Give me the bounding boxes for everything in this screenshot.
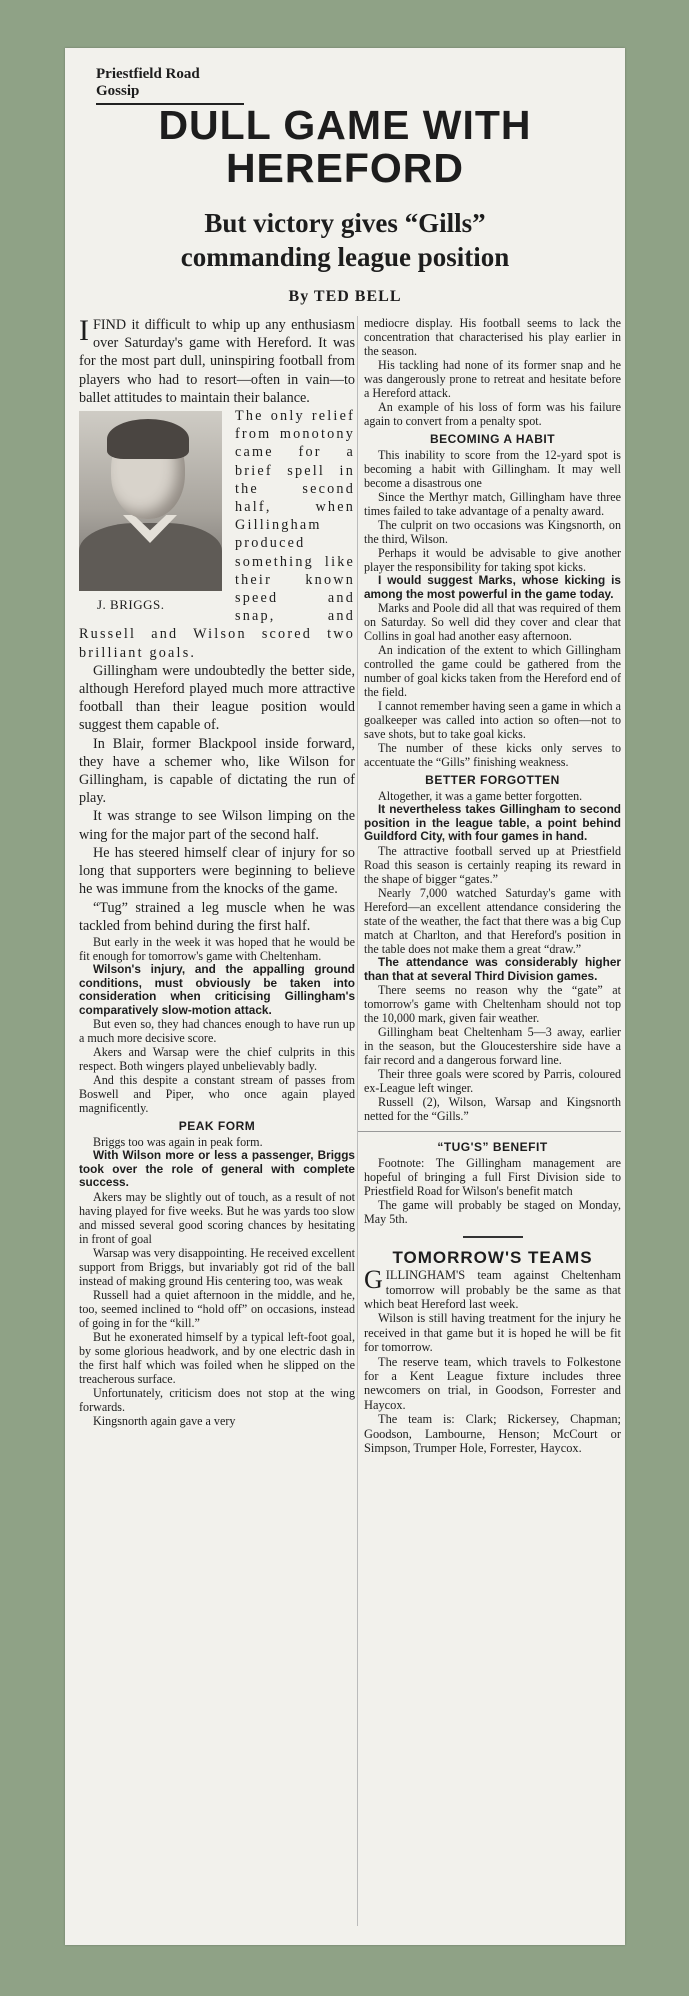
paragraph: The game will probably be staged on Monday, May 5th. [364, 1198, 621, 1227]
paragraph: But early in the week it was hoped that he would be fit enough for tomorrow's game with Cheltenham. [79, 934, 355, 963]
left-column [79, 316, 355, 1926]
paragraph: And this despite a constant stream of passes from Boswell and Piper, who once again played magnificently. [79, 1073, 355, 1116]
teams-text: ILLINGHAM'S team against Cheltenham tomorrow will probably be the same as that which beat Hereford last week. [364, 1268, 621, 1311]
bold-paragraph: I would suggest Marks, whose kicking is among the most powerful in the game today. [364, 573, 621, 601]
player-photo [79, 411, 222, 591]
paragraph: Since the Merthyr match, Gillingham have three times failed to take advantage of a penalty award. [364, 490, 621, 518]
paragraph: Gillingham beat Cheltenham 5—3 away, earlier in the season, but the Gloucestershire side have a fair record and a dangerous forward line. [364, 1025, 621, 1068]
teams-heading: TOMORROW'S TEAMS [392, 1248, 593, 1268]
paragraph: But he exonerated himself by a typical left-foot goal, by some glorious headwork, and by one electric dash in the first half which was foiled when he slipped on the treacherous surface. [79, 1330, 355, 1387]
subheading-better-forgotten: BETTER FORGOTTEN [425, 773, 560, 788]
paragraph: The team is: Clark; Rickersey, Chapman; Goodson, Lambourne, Henson; McCourt or Simpson, Trumper Hole, Forrester, Haycox. [364, 1412, 621, 1456]
paragraph: An indication of the extent to which Gillingham controlled the game could be gathered from the number of goal kicks taken from the Hereford end of the field. [364, 643, 621, 700]
paragraph: Unfortunately, criticism does not stop at the wing forwards. [79, 1386, 355, 1415]
paragraph: Akers and Warsap were the chief culprits in this respect. Both wingers played unbelievably badly. [79, 1045, 355, 1074]
paragraph: Warsap was very disappointing. He received excellent support from Briggs, but invariably got rid of the ball instead of making ground His centering too, was weak [79, 1246, 355, 1289]
intro-paragraph [79, 316, 355, 407]
drop-cap: G [364, 1265, 383, 1295]
column-kicker: Priestfield Road Gossip [96, 66, 244, 105]
paragraph: Their three goals were scored by Parris, coloured ex-League left winger. [364, 1067, 621, 1096]
photo-caption: J. BRIGGS. [97, 597, 165, 613]
paragraph: Briggs too was again in peak form. [93, 1135, 263, 1150]
paragraph: But even so, they had chances enough to have run up a much more decisive score. [79, 1017, 355, 1046]
subheading-becoming-a-habit: BECOMING A HABIT [429, 432, 556, 446]
paragraph: In Blair, former Blackpool inside forward, they have a schemer who, like Wilson for Gillingham, is capable of dictating the run of play. [79, 735, 355, 807]
paragraph: There seems no reason why the “gate” at tomorrow's game with Cheltenham should not top the 10,000 mark, given fair weather. [364, 983, 621, 1026]
paragraph: Perhaps it would be advisable to give another player the responsibility for taking spot kicks. [364, 546, 621, 574]
bold-paragraph: It nevertheless takes Gillingham to second position in the league table, a point behind Guildford City, with four games in hand. [364, 802, 621, 844]
intro-text: FIND it difficult to whip up any enthusiasm over Saturday's game with Hereford. It was for the most part dull, uninspiring football from players who had to resort—often in vain—to ballet attitudes to maintain their balance. [79, 317, 355, 406]
paragraph: Wilson is still having treatment for the injury he received in that game but it is hoped he will be fit for tomorrow. [364, 1311, 621, 1355]
bold-paragraph: Wilson's injury, and the appalling ground conditions, must obviously be taken into consideration when criticising Gillingham's comparatively slow-motion attack. [79, 961, 355, 1017]
paragraph: mediocre display. His football seems to lack the concentration that characterised his play earlier in the season. [364, 316, 621, 358]
subhead-line-2: commanding league position [180, 242, 510, 272]
subheading-tugs-benefit: “TUG'S” BENEFIT [437, 1140, 548, 1155]
newspaper-clipping [65, 48, 625, 1945]
paragraph: The culprit on two occasions was Kingsnorth, on the third, Wilson. [364, 518, 621, 546]
intro-continued: The only relief from monotony came for a brief spell in the second half, when Gillingham produced something like their known speed and snap, and Russell and Wilson scored two brilliant goals. [79, 408, 355, 661]
paragraph: Footnote: The Gillingham management are hopeful of bringing a full First Division side to Priestfield Road for Wilson's benefit match [364, 1156, 621, 1199]
paragraph: This inability to score from the 12-yard spot is becoming a habit with Gillingham. It may well become a disastrous one [364, 448, 621, 490]
drop-cap: I [79, 316, 89, 347]
photo-block [79, 411, 227, 613]
paragraph: Nearly 7,000 watched Saturday's game with Hereford—an excellent attendance considering the state of the weather, the fact that there was a big Cup match at Charlton, and that Hereford's position in the table does not make them a great “draw.” [364, 885, 621, 956]
teams-intro [364, 1265, 621, 1311]
paragraph: The reserve team, which travels to Folkestone for a Kent League fixture includes three newcomers on trial, in Goodson, Forrester and Haycox. [364, 1354, 621, 1412]
paragraph: Russell had a quiet afternoon in the middle, and he, too, seemed inclined to “hold off” on occasions, instead of going in for the “kill.” [79, 1288, 355, 1331]
headline-line-2: HEREFORD [225, 145, 465, 191]
right-column [357, 316, 621, 1926]
paragraph: I cannot remember having seen a game in which a goalkeeper was called into action so often—not to save shots, but to take goal kicks. [364, 699, 621, 742]
bold-paragraph: The attendance was considerably higher than that at several Third Division games. [364, 954, 621, 983]
byline: By TED BELL [288, 288, 402, 305]
paragraph: Kingsnorth again gave a very [93, 1414, 236, 1429]
paragraph: His tackling had none of its former snap and he was dangerously prone to retreat and hesitate before a Hereford attack. [364, 358, 621, 400]
paragraph: The number of these kicks only serves to accentuate the “Gills” finishing weakness. [364, 741, 621, 770]
paragraph: Gillingham were undoubtedly the better side, although Hereford played much more attractive football than their league position would suggest them capable of. [79, 662, 355, 734]
headline-line-1: DULL GAME WITH [158, 102, 532, 148]
paragraph: Marks and Poole did all that was required of them on Saturday. So well did they cover and clear that Collins in goal had another easy afternoon. [364, 601, 621, 644]
paragraph: An example of his loss of form was his failure again to convert from a penalty spot. [364, 400, 621, 428]
paragraph: Altogether, it was a game better forgotten. [378, 789, 583, 804]
subheading-peak-form: PEAK FORM [178, 1119, 256, 1134]
bold-paragraph: With Wilson more or less a passenger, Briggs took over the role of general with complete success. [79, 1148, 355, 1190]
paragraph: Akers may be slightly out of touch, as a result of not having played for five weeks. But he was yards too slow and missed several good scoring chances by hesitating in front of goal [79, 1190, 355, 1247]
subhead-line-1: But victory gives “Gills” [204, 208, 486, 238]
paragraph: Russell (2), Wilson, Warsap and Kingsnorth netted for the “Gills.” [364, 1095, 621, 1124]
paragraph: It was strange to see Wilson limping on the wing for the major part of the second half. [79, 808, 355, 843]
paragraph: “Tug” strained a leg muscle when he was tackled from behind during the first half. [79, 899, 355, 934]
paragraph: He has steered himself clear of injury for so long that supporters were beginning to believe he was immune from the knocks of the game. [79, 844, 355, 898]
paragraph: The attractive football served up at Priestfield Road this season is certainly reaping its reward in the shape of bigger “gates.” [364, 843, 621, 886]
section-divider [463, 1236, 523, 1238]
